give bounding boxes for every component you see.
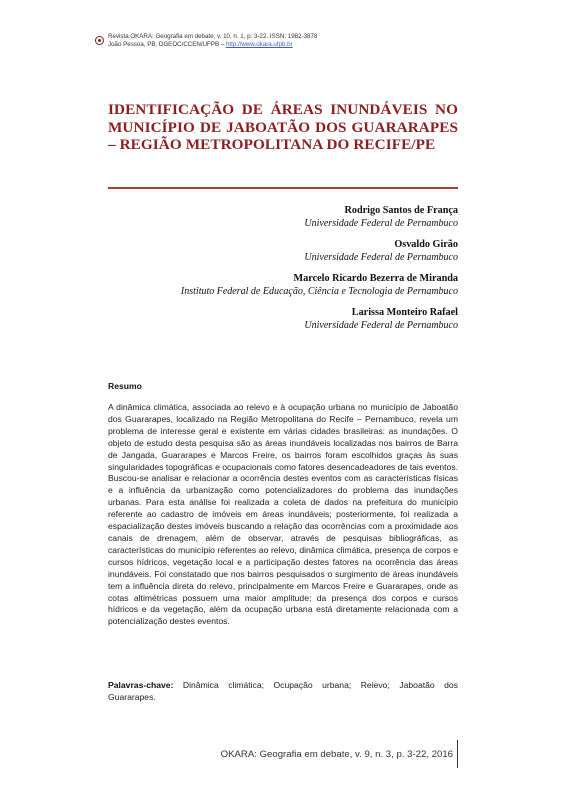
author-name: Larissa Monteiro Rafael [351, 307, 458, 318]
author-name: Rodrigo Santos de França [344, 205, 458, 216]
journal-url-link[interactable]: http://www.okara.ufpb.br [225, 41, 293, 48]
author-list [98, 205, 458, 341]
author-institution: Universidade Federal de Pernambuco [304, 251, 458, 263]
header-location: João Pessoa, PB, DGEOC/CCEN/UFPB – [108, 41, 226, 48]
header-location-line [108, 41, 468, 49]
abstract-text: A dinâmica climática, associada ao relevo e à ocupação urbana no município de Jaboatão dos Guararapes, localizado na Região Metropolitana do Recife – Pernambuco, revela um problema de interesse geral e existente em várias cidades brasileiras: as inundações. O objeto de estudo desta pesquisa são as áreas inundáveis localizadas nos bairros de Barra de Jangada, Guararapes e Marcos Freire, os bairros foram escolhidos graças às suas singularidades topográficas e ocupacionais como fatores desencadeadores de tais eventos. Buscou-se analisar e relacionar a ocorrência destes eventos com as características físicas e a influência da urbanização como potencializadores do problema das inundações urbanas. Para esta análise foi realizada a coleta de dados na prefeitura do município referente ao cadastro de imóveis em áreas inundáveis; posteriormente, foi realizada a espacialização destes imóveis buscando a relação das ocorrências com a proximidade aos canais de drenagem, além de observar, através de pesquisas bibliográficas, as características do município referentes ao relevo, dinâmica climática, presença de corpos e cursos hídricos, vegetação local e a participação destes fatores na ocorrência das áreas inundáveis. Foi constatado que nos bairros pesquisados o surgimento de áreas inundáveis tem a influência direta do relevo, principalmente em Marcos Freire e Guararapes, onde as cotas altimétricas possuem uma maior amplitude; da presença dos corpos e cursos hídricos e da vegetação, além da ocupação urbana está diretamente relacionada com a potencialização destes eventos. [108, 402, 458, 627]
title-divider [108, 187, 458, 189]
author-block [98, 205, 458, 230]
author-institution: Instituto Federal de Educação, Ciência e Tecnologia de Pernambuco [180, 285, 458, 297]
author-institution: Universidade Federal de Pernambuco [304, 319, 458, 331]
keywords-label: Palavras-chave: [108, 680, 174, 690]
keywords-list: Dinâmica climática; Ocupação urbana; Relevo; Jaboatão dos Guararapes. [108, 680, 458, 702]
author-name: Marcelo Ricardo Bezerra de Miranda [293, 273, 458, 284]
article-title: IDENTIFICAÇÃO DE ÁREAS INUNDÁVEIS NO MUNICÍPIO DE JABOATÃO DOS GUARARAPES – REGIÃO METROPOLITANA DO RECIFE/PE [108, 101, 458, 153]
header-citation-line: Revista OKARA: Geografia em debate, v. 10, n. 1, p. 3-22. ISSN: 1982-3878 [108, 33, 318, 40]
keywords-paragraph [108, 680, 458, 704]
page-footer [221, 740, 458, 768]
journal-header [108, 33, 468, 49]
journal-logo-icon [95, 36, 104, 45]
author-block [98, 239, 458, 264]
author-block [98, 273, 458, 298]
author-block [98, 307, 458, 332]
abstract-heading: Resumo [108, 381, 142, 391]
author-institution: Universidade Federal de Pernambuco [304, 217, 458, 229]
footer-citation: OKARA: Geografia em debate, v. 9, n. 3, p. 3-22, 2016 [220, 748, 453, 760]
author-name: Osvaldo Girão [394, 239, 458, 250]
footer-divider [457, 740, 458, 768]
